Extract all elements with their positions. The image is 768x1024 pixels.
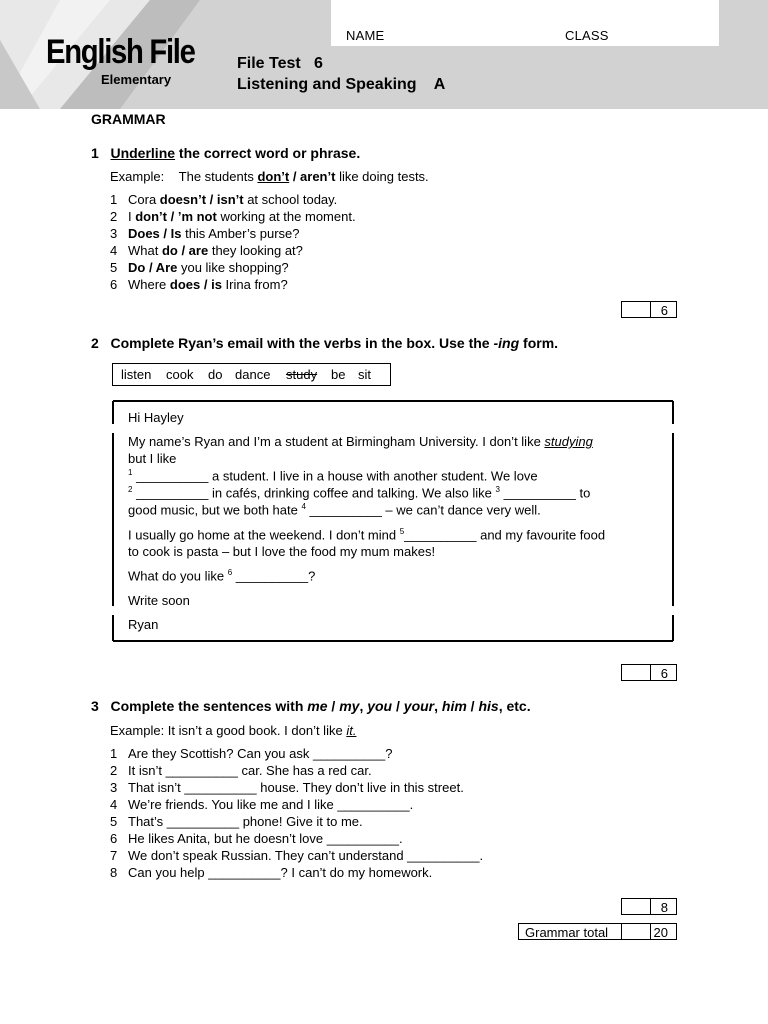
q2-heading bbox=[91, 335, 558, 351]
q1-example-pre: The students bbox=[178, 169, 258, 184]
q1-item-number: 1 bbox=[110, 192, 118, 207]
q3-heading-sep5: / bbox=[466, 698, 479, 714]
q3-heading-etc: , etc. bbox=[498, 698, 531, 714]
q1-item-options[interactable]: don’t / ’m not bbox=[135, 209, 217, 224]
email-line-2: but I like bbox=[128, 451, 177, 466]
word-dance: dance bbox=[235, 367, 271, 382]
gap-4-number: 4 bbox=[301, 502, 306, 511]
q3-item-text: Are they Scottish? Can you ask __________? bbox=[128, 746, 393, 761]
q1-item-options[interactable]: Do / Are bbox=[128, 260, 178, 275]
q3-example bbox=[110, 723, 356, 738]
q3-item-number: 5 bbox=[110, 814, 118, 829]
q1-heading bbox=[91, 145, 360, 161]
grammar-total-label: Grammar total bbox=[525, 925, 609, 940]
q3-item-number: 1 bbox=[110, 746, 118, 761]
email-p2a: I usually go home at the weekend. I don’t mind bbox=[128, 527, 400, 543]
email-l4b: __________ to bbox=[499, 485, 591, 501]
email-line-4 bbox=[128, 485, 590, 500]
q1-item-text bbox=[128, 243, 303, 258]
q1-item-post: Irina from? bbox=[221, 277, 288, 292]
grammar-total-value: 20 bbox=[653, 925, 668, 940]
email-closing: Write soon bbox=[128, 593, 190, 608]
q2-heading-a: Complete Ryan’s email with the verbs in the box. Use the bbox=[110, 335, 494, 351]
q1-example-post: like doing tests. bbox=[335, 169, 429, 184]
q1-item-post: they looking at? bbox=[208, 243, 303, 258]
q3-example-answer: it. bbox=[346, 723, 357, 738]
q3-heading-sep3: / bbox=[392, 698, 404, 714]
email-p3b: __________? bbox=[232, 568, 316, 584]
email-line-5 bbox=[128, 502, 541, 517]
q3-item-number: 3 bbox=[110, 780, 118, 795]
q3-score: 8 bbox=[660, 900, 668, 915]
q3-item-text: We don’t speak Russian. They can’t understand __________. bbox=[128, 848, 484, 863]
q3-heading-sep4: , bbox=[434, 698, 442, 714]
q1-item-number: 3 bbox=[110, 226, 118, 241]
word-study: study bbox=[286, 367, 318, 382]
q1-number: 1 bbox=[91, 145, 99, 161]
q1-item bbox=[110, 243, 117, 258]
q3-item-number: 6 bbox=[110, 831, 118, 846]
q1-item-options[interactable]: Does / Is bbox=[128, 226, 182, 241]
q3-heading-me: me bbox=[307, 698, 328, 714]
q1-item-options[interactable]: doesn’t / isn’t bbox=[159, 192, 244, 207]
q1-example-answer: don’t bbox=[257, 169, 290, 184]
class-label: CLASS bbox=[565, 28, 609, 43]
email-signature: Ryan bbox=[128, 617, 159, 632]
q3-heading-him: him bbox=[441, 698, 467, 714]
q3-example-pre: Example: It isn’t a good book. I don’t like bbox=[110, 723, 347, 738]
q1-example bbox=[110, 169, 429, 184]
q1-item-options[interactable]: does / is bbox=[169, 277, 222, 292]
q3-heading-my: my bbox=[339, 698, 360, 714]
q1-item-post: you like shopping? bbox=[177, 260, 289, 275]
email-l4a: __________ in cafés, drinking coffee and talking. We also like bbox=[132, 485, 496, 501]
q1-item-post: at school today. bbox=[243, 192, 338, 207]
q1-item-post: this Amber’s purse? bbox=[181, 226, 300, 241]
test-title: File Test 6 bbox=[237, 55, 323, 72]
q1-item-pre: Where bbox=[128, 277, 170, 292]
q1-item bbox=[110, 209, 117, 224]
gap-3-number: 3 bbox=[495, 485, 500, 494]
word-sit: sit bbox=[358, 367, 371, 382]
email-p3a: What do you like bbox=[128, 568, 228, 584]
email-line-8 bbox=[128, 568, 315, 583]
q1-example-mid: / aren’t bbox=[289, 169, 336, 184]
q1-item-text bbox=[128, 226, 300, 241]
q3-heading-sep2: , bbox=[359, 698, 368, 714]
logo-title: English File bbox=[46, 33, 195, 71]
q1-item-text bbox=[128, 209, 356, 224]
test-subtitle: Listening and Speaking A bbox=[237, 76, 446, 93]
q2-heading-c: form. bbox=[519, 335, 559, 351]
grammar-total-box bbox=[518, 923, 677, 940]
q3-item-number: 7 bbox=[110, 848, 118, 863]
email-l5a: good music, but we both hate bbox=[128, 502, 302, 518]
q3-heading-your: your bbox=[403, 698, 435, 714]
q3-heading bbox=[91, 698, 531, 714]
name-label: NAME bbox=[346, 28, 385, 43]
q1-item-number: 4 bbox=[110, 243, 118, 258]
q1-score-box bbox=[621, 301, 677, 318]
q3-item-number: 2 bbox=[110, 763, 118, 778]
q3-heading-a: Complete the sentences with bbox=[110, 698, 308, 714]
q3-item-text: We’re friends. You like me and I like __________. bbox=[128, 797, 414, 812]
email-p2b: __________ and my favourite food bbox=[404, 527, 606, 543]
q1-item-number: 6 bbox=[110, 277, 118, 292]
q2-score-box bbox=[621, 664, 677, 681]
q1-item bbox=[110, 192, 117, 207]
q1-item-text bbox=[128, 260, 289, 275]
q1-item-options[interactable]: do / are bbox=[161, 243, 209, 258]
email-l3: __________ a student. I live in a house with another student. We love bbox=[132, 468, 538, 484]
q1-item-number: 5 bbox=[110, 260, 118, 275]
q3-heading-his: his bbox=[478, 698, 499, 714]
q3-item-text: Can you help __________? I can’t do my homework. bbox=[128, 865, 433, 880]
email-l5b: __________ – we can’t dance very well. bbox=[305, 502, 541, 518]
q1-score: 6 bbox=[660, 303, 668, 318]
q3-item-text: He likes Anita, but he doesn’t love __________. bbox=[128, 831, 403, 846]
gap-6-number: 6 bbox=[227, 568, 233, 577]
gap-1-number: 1 bbox=[128, 468, 133, 477]
name-class-box bbox=[331, 0, 719, 46]
section-heading: GRAMMAR bbox=[91, 111, 166, 127]
q1-item-number: 2 bbox=[110, 209, 118, 224]
q1-item-pre: Cora bbox=[128, 192, 160, 207]
q1-item bbox=[110, 260, 117, 275]
gap-5-number: 5 bbox=[399, 527, 405, 536]
word-listen: listen bbox=[121, 367, 152, 382]
email-example-word: studying bbox=[544, 434, 593, 449]
q1-item-text bbox=[128, 277, 288, 292]
email-line-3 bbox=[128, 468, 538, 483]
q1-item-pre: What bbox=[128, 243, 162, 258]
q1-heading-underline: Underline bbox=[110, 145, 176, 161]
q2-heading-ing: -ing bbox=[493, 335, 520, 351]
logo-subtitle: Elementary bbox=[101, 72, 172, 87]
q3-heading-sep1: / bbox=[327, 698, 340, 714]
q3-item-number: 8 bbox=[110, 865, 118, 880]
q2-score: 6 bbox=[660, 666, 668, 681]
email-line-7: to cook is pasta – but I love the food my mum makes! bbox=[128, 544, 436, 559]
word-cook: cook bbox=[166, 367, 194, 382]
q3-item-text: It isn’t __________ car. She has a red car. bbox=[128, 763, 372, 778]
q1-item-post: working at the moment. bbox=[216, 209, 356, 224]
header-banner bbox=[0, 0, 768, 109]
q1-item bbox=[110, 226, 117, 241]
q2-number: 2 bbox=[91, 335, 99, 351]
q1-item-text bbox=[128, 192, 337, 207]
email-line-1 bbox=[128, 434, 593, 449]
q3-heading-you: you bbox=[367, 698, 393, 714]
email-greeting: Hi Hayley bbox=[128, 410, 184, 425]
word-do: do bbox=[208, 367, 223, 382]
q3-item-text: That’s __________ phone! Give it to me. bbox=[128, 814, 363, 829]
q3-item-number: 4 bbox=[110, 797, 118, 812]
q3-score-box bbox=[621, 898, 677, 915]
email-line-6 bbox=[128, 527, 605, 542]
q1-heading-rest: the correct word or phrase. bbox=[175, 145, 361, 161]
word-be: be bbox=[331, 367, 346, 382]
gap-2-number: 2 bbox=[128, 485, 133, 494]
email-p1a: My name’s Ryan and I’m a student at Birmingham University. I don’t like bbox=[128, 434, 545, 449]
q3-number: 3 bbox=[91, 698, 99, 714]
q1-example-label: Example: bbox=[110, 169, 165, 184]
q1-item-pre: I bbox=[128, 209, 136, 224]
q3-item-text: That isn’t __________ house. They don’t live in this street. bbox=[128, 780, 464, 795]
word-box bbox=[112, 363, 391, 386]
q1-item bbox=[110, 277, 117, 292]
